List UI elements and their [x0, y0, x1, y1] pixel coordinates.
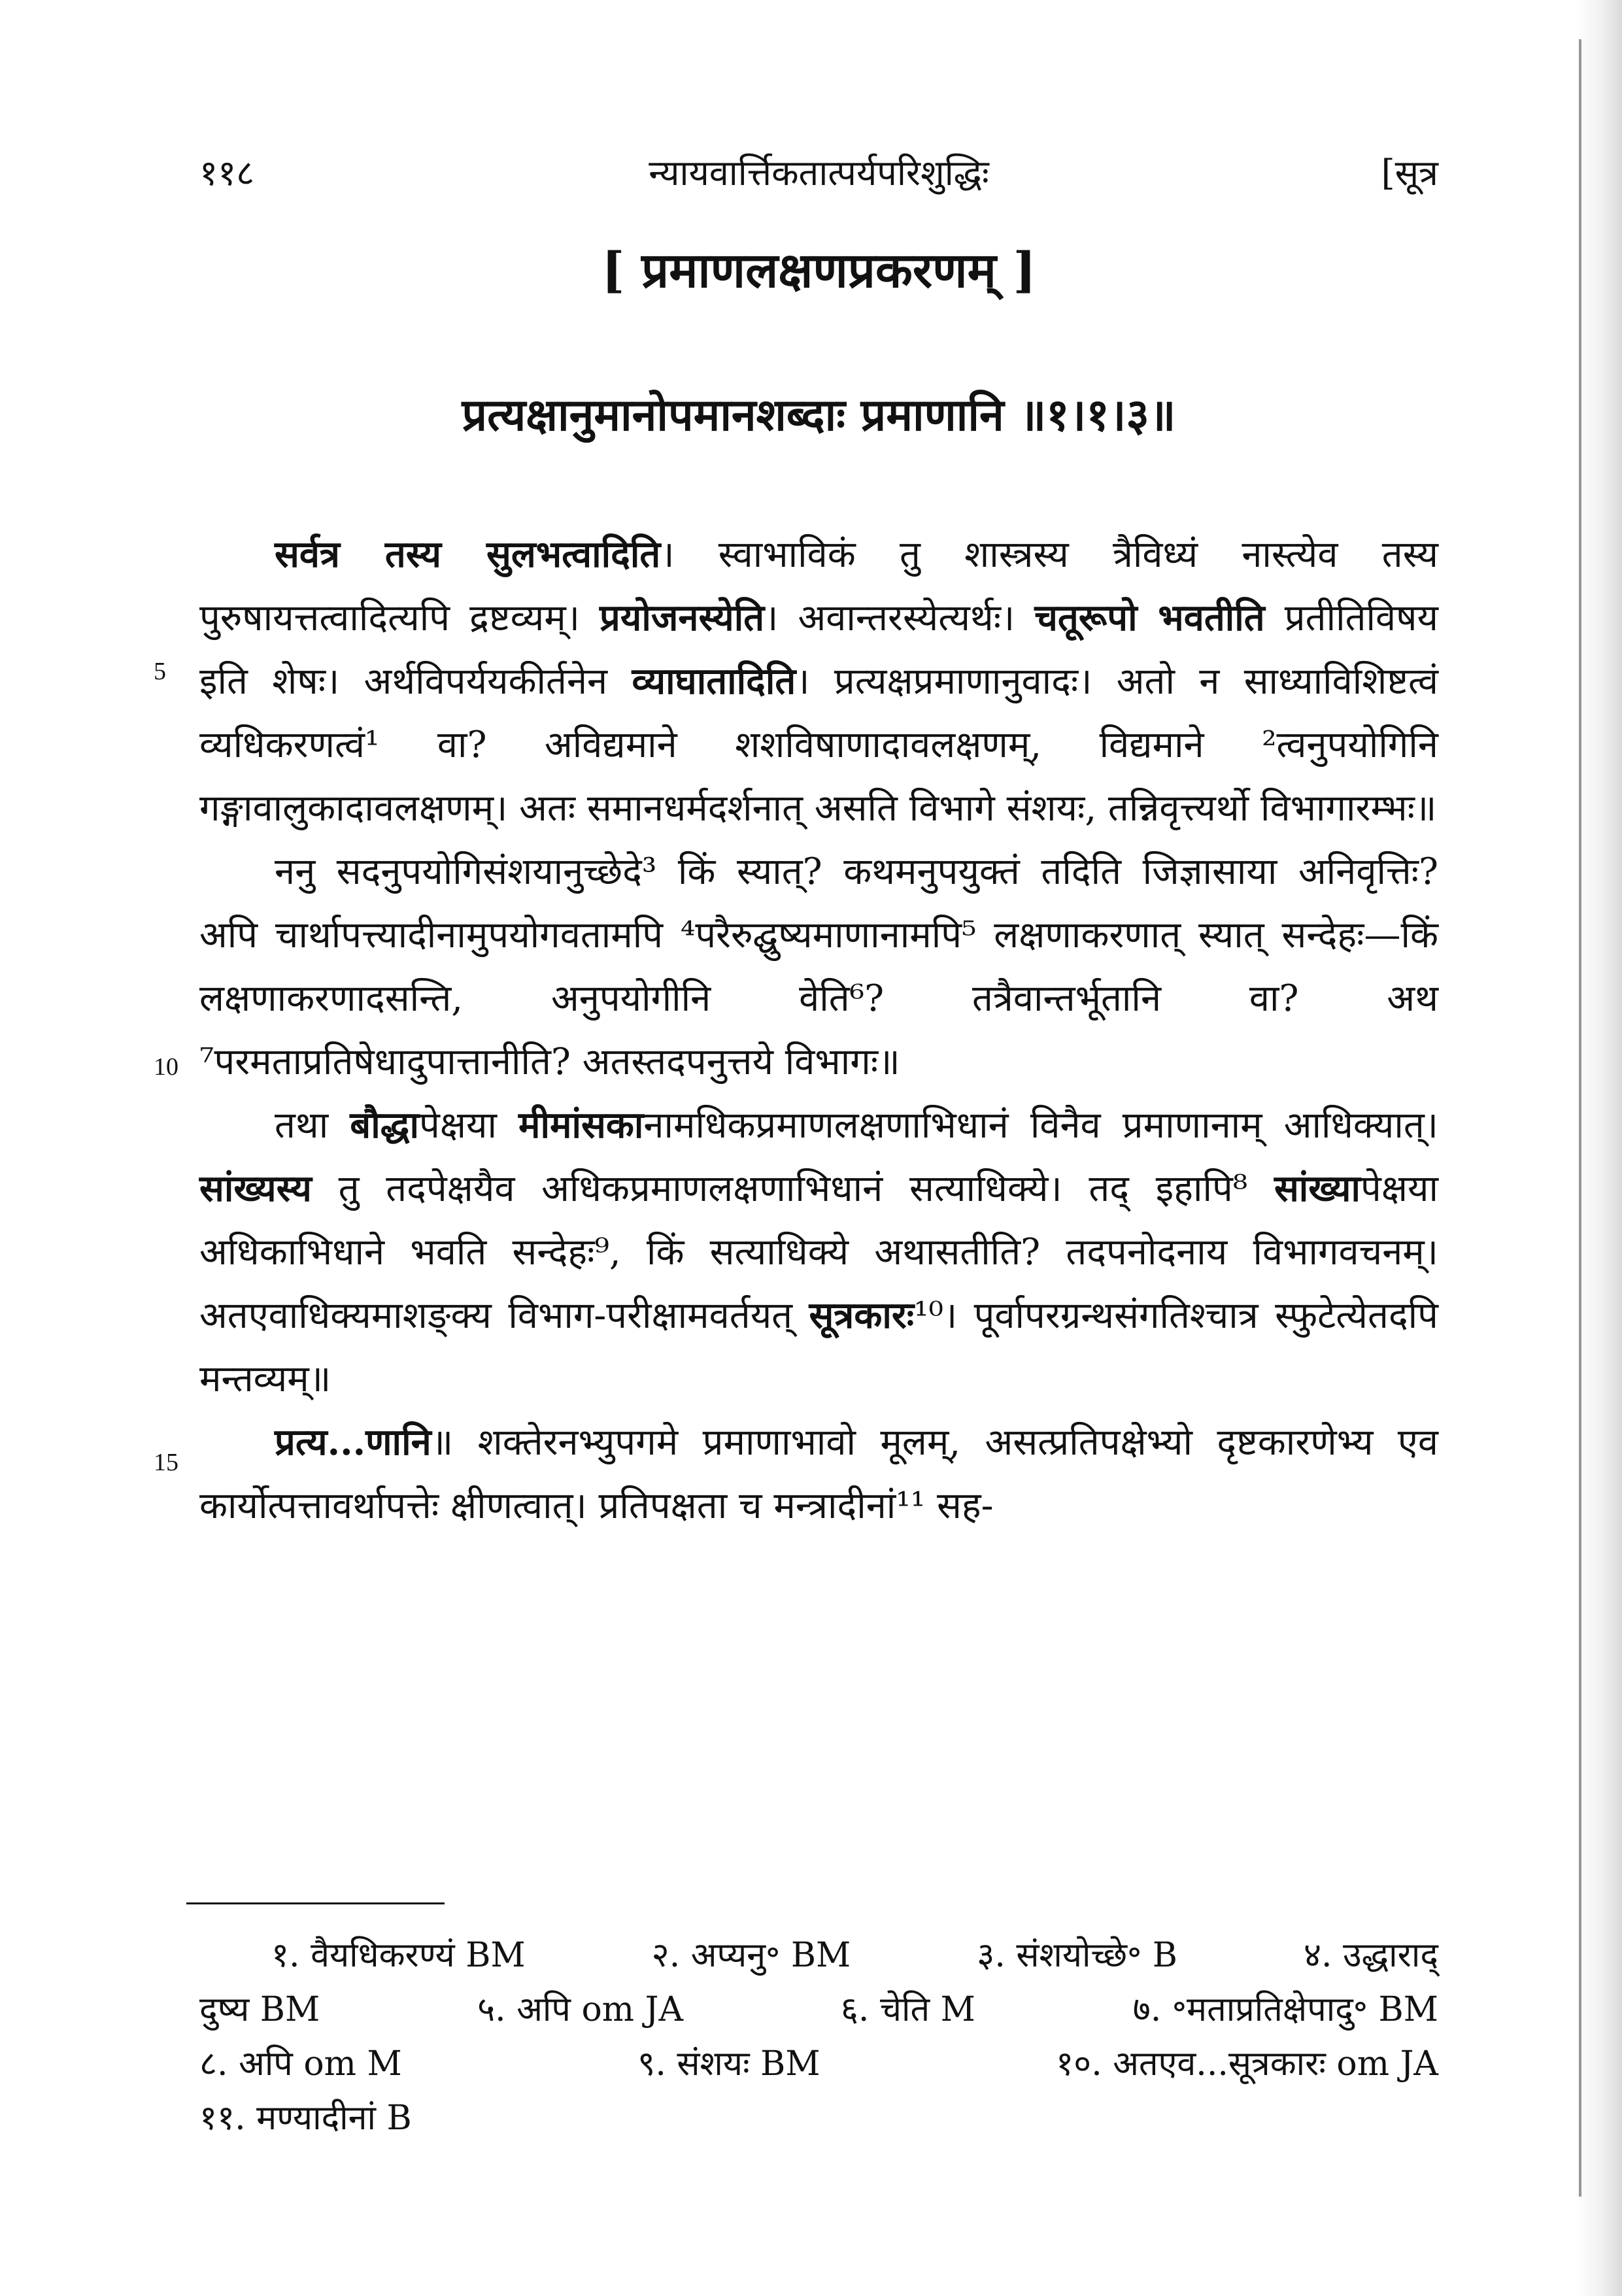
footnote-7: ७. ॰मताप्रतिक्षेपादु॰ BM [1132, 1990, 1438, 2029]
text-run: तथा [275, 1104, 350, 1147]
text-run: तु तदपेक्षयैव अधिकप्रमाणलक्षणाभिधानं सत्याधिक्ये। तद् इहापि⁸ [311, 1168, 1274, 1210]
footnote-8: ८. अपि om M [199, 2044, 402, 2084]
footnote-5: ५. अपि om JA [477, 1990, 683, 2029]
lemma: प्रत्य...णानि [275, 1421, 431, 1464]
page-edge-shadow [1576, 0, 1622, 2296]
paragraph [199, 523, 1438, 840]
running-header [199, 147, 1438, 206]
footnote-4: ४. उद्धाराद् [1304, 1936, 1438, 1975]
lemma: सूत्रकारः [809, 1294, 915, 1337]
page-edge-line [1579, 39, 1581, 2197]
text-run: पेक्षया [419, 1104, 519, 1147]
running-title: न्यायवार्त्तिकतात्पर्यपरिशुद्धिः [649, 152, 989, 194]
sutra-line: प्रत्यक्षानुमानोपमानशब्दाः प्रमाणानि ॥१।१।३॥ [462, 389, 1176, 441]
footnote-line [199, 2091, 1438, 2146]
section-heading: [ प्रमाणलक्षणप्रकरणम् ] [601, 243, 1036, 299]
line-number-10: 10 [154, 1053, 178, 1081]
lemma: बौद्धा [350, 1104, 420, 1147]
paragraph [199, 1411, 1438, 1538]
paragraph [199, 1094, 1438, 1411]
lemma: प्रयोजनस्येति [600, 596, 765, 639]
line-number-15: 15 [154, 1449, 178, 1476]
page-number: ११८ [199, 152, 255, 194]
lemma: व्याघातादिति [632, 660, 796, 703]
commentary-body [199, 523, 1438, 1538]
lemma: मीमांसका [518, 1104, 644, 1147]
paragraph [199, 840, 1438, 1094]
section-mark: [सूत्र [1381, 152, 1438, 194]
footnote-rule [186, 1902, 445, 1904]
footnote-2: २. अप्यनु॰ BM [651, 1936, 851, 1975]
footnote-9: ९. संशयः BM [637, 2044, 820, 2084]
footnote-3: ३. संशयोच्छे॰ B [977, 1936, 1178, 1975]
line-number-5: 5 [154, 658, 166, 685]
footnote-11: ११. मण्यादीनां B [199, 2099, 412, 2138]
text-run: । स्वाभाविकं तु शास्त्रस्य त्रैविध्यं नास्त्येव तस्य पुरुषायत्तत्वादित्यपि द्रष्टव्यम्। [199, 533, 1438, 639]
footnote-4-continued: दुष्य BM [199, 1990, 320, 2029]
footnotes [199, 1929, 1438, 2146]
footnote-10: १०. अतएव...सूत्रकारः om JA [1056, 2044, 1438, 2084]
footnote-line [199, 1929, 1438, 1983]
footnote-line [199, 2037, 1438, 2091]
lemma: सांख्यस्य [199, 1167, 312, 1210]
text-run: ¹⁰। पूर्वापरग्रन्थसंगतिश्चात्र स्फुटेत्येतदपि मन्तव्यम्॥ [199, 1294, 1438, 1400]
text-run: । अवान्तरस्येत्यर्थः। [764, 597, 1035, 639]
text-run: पेक्षया अधिकाभिधाने भवति सन्देहः⁹, किं सत्याधिक्ये अथासतीति? तदपनोदनाय विभागवचनम्। अतएवाधिक्यमाशङ्क्य विभाग-परीक्षामवर्तयत् [199, 1168, 1438, 1337]
lemma: सांख्या [1274, 1167, 1361, 1210]
footnote-6: ६. चेति M [840, 1990, 975, 2029]
lemma: सर्वत्र तस्य सुलभत्वादिति [275, 533, 661, 576]
text-run: ॥ शक्तेरनभ्युपगमे प्रमाणाभावो मूलम्, असत्प्रतिपक्षेभ्यो दृष्टकारणेभ्य एव कार्योत्पत्तावर्थापत्तेः क्षीणत्वात्। प्रतिपक्षता च मन्त्रादीनां¹¹ सह- [199, 1421, 1438, 1527]
lemma: चतूरूपो भवतीति [1034, 596, 1265, 639]
text-run: नामधिकप्रमाणलक्षणाभिधानं विनैव प्रमाणानाम् आधिक्यात्। [643, 1104, 1438, 1147]
footnote-1: १. वैयधिकरण्यं BM [271, 1936, 526, 1975]
text-run: ननु सदनुपयोगिसंशयानुच्छेदे³ किं स्यात्? कथमनुपयुक्तं तदिति जिज्ञासाया अनिवृत्तिः? अपि चार्थापत्त्यादीनामुपयोगवतामपि ⁴परैरुद्घुष्यमाणानामपि⁵ लक्षणाकरणात् स्यात् सन्देहः—किं लक्षणाकरणादसन्ति, अनुपयोगीनि वेति⁶? तत्रैवान्तर्भूतानि वा? अथ ⁷परमताप्रतिषेधादुपात्तानीति? अतस्तदपनुत्तये विभागः॥ [199, 851, 1438, 1083]
text-run: । प्रत्यक्षप्रमाणानुवादः। अतो न साध्याविशिष्टत्वं व्यधिकरणत्वं¹ वा? अविद्यमाने शशविषाणादावलक्षणम्, विद्यमाने ²त्वनुपयोगिनि गङ्गावालुकादावलक्षणम्। अतः समानधर्मदर्शनात् असति विभागे संशयः, तन्निवृत्त्यर्थो विभागारम्भः॥ [199, 660, 1438, 830]
text-run: प्रतीतिविषय इति शेषः। अर्थविपर्ययकीर्तनेन [199, 597, 1438, 703]
footnote-line [199, 1983, 1438, 2037]
